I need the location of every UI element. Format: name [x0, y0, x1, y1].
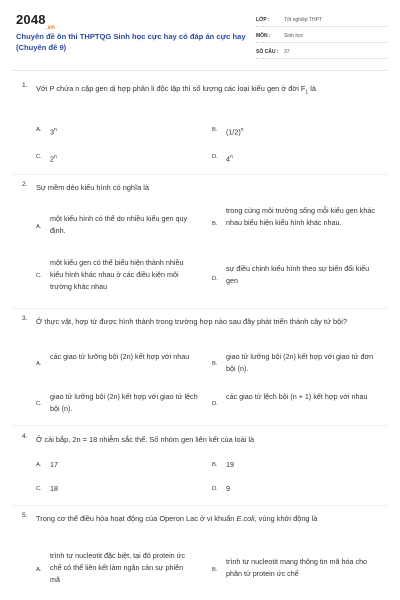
question-4	[22, 433, 382, 503]
option-letter: B.	[212, 221, 218, 227]
question-number: 1.	[22, 82, 28, 89]
document-title: Chuyên đề ôn thi THPTQG Sinh học cực hay có đáp án cực hay (Chuyên đề 9)	[16, 32, 246, 52]
question-2	[22, 181, 382, 301]
question-text-main: Với P chứa n cặp gen dị hợp phân li độc lập thì số lượng các loại kiểu gen ở đời F	[36, 84, 306, 93]
option-text: một kiểu hình có thể do nhiều kiểu gen quy định.	[50, 214, 188, 235]
option-text: trình tự nucleotit đặc biệt, tại đó protein ức chế có thể liên kết làm ngăn cản sự phiên mã	[50, 551, 186, 584]
question-text: Sự mềm dẻo kiểu hình có nghĩa là	[36, 183, 149, 192]
option-letter: A.	[36, 127, 42, 133]
option-text: trình tự nucleotit mang thông tin mã hóa cho phân tử protein ức chế	[226, 557, 368, 578]
option-letter: D.	[212, 401, 218, 407]
option-text: 19	[226, 460, 234, 469]
option-sup: n	[54, 127, 57, 133]
question-divider	[12, 174, 388, 175]
question-number: 4.	[22, 433, 28, 440]
site-logo[interactable]	[16, 12, 55, 30]
meta-label: SỐ CÂU :	[256, 49, 279, 55]
question-number: 3.	[22, 315, 28, 322]
option-text: trong cùng môi trường sống mỗi kiểu gen khác nhau biểu hiện kiểu hình khác nhau.	[226, 206, 375, 227]
meta-table	[256, 14, 388, 62]
question-text-end: , vùng khởi động là	[254, 514, 318, 523]
option-letter: A.	[36, 462, 42, 468]
question-text-italic: E.coli	[236, 514, 255, 523]
question-divider	[12, 308, 388, 309]
meta-value: Tốt nghiệp THPT	[284, 17, 322, 23]
meta-value: Sinh học	[284, 33, 304, 39]
option-text: một kiểu gen có thể biểu hiện thành nhiều kiểu hình khác nhau ở các điều kiện môi trường khác nhau	[50, 258, 184, 291]
option-text: 18	[50, 484, 58, 493]
question-divider	[12, 425, 388, 426]
option-sup: n	[230, 154, 233, 160]
question-number: 5.	[22, 512, 28, 519]
option-text	[226, 124, 376, 138]
option-base: 2	[50, 154, 54, 164]
option-base: 4	[226, 154, 230, 164]
meta-label: LỚP :	[256, 17, 270, 23]
question-subscript: 1	[305, 89, 309, 96]
logo-text: 2048	[16, 12, 46, 27]
meta-row-count	[256, 46, 388, 59]
option-letter: D.	[212, 486, 218, 492]
option-letter: C.	[36, 401, 42, 407]
meta-label: MÔN :	[256, 33, 271, 39]
option-text: 9	[226, 484, 230, 493]
option-text	[50, 124, 200, 138]
header-divider	[12, 70, 388, 71]
question-text: Ở thực vật, hợp tử được hình thành trong trường hợp nào sau đây phát triển thành cây tứ bội?	[36, 317, 347, 326]
option-letter: C.	[36, 273, 42, 279]
option-sup: n	[240, 127, 244, 133]
question-text-end: là	[308, 84, 317, 93]
option-base: 3	[50, 127, 54, 137]
question-text	[36, 82, 382, 99]
option-text: các giao tử lệch bội (n + 1) kết hợp với nhau	[226, 392, 368, 401]
option-text: các giao tử lưỡng bội (2n) kết hợp với nhau	[50, 352, 190, 361]
question-1	[22, 82, 382, 162]
question-number: 2.	[22, 181, 28, 188]
document-header	[0, 0, 400, 76]
option-letter: D.	[212, 154, 218, 160]
question-5	[22, 512, 382, 600]
option-text: giao tử lưỡng bội (2n) kết hợp với giao tử lệch bội (n).	[50, 392, 198, 413]
option-text: 17	[50, 460, 58, 469]
option-letter: C.	[36, 486, 42, 492]
option-letter: C.	[36, 154, 42, 160]
option-letter: B.	[212, 567, 218, 573]
option-sup: n	[54, 154, 57, 160]
meta-row-class	[256, 14, 388, 27]
option-text: giao tử lưỡng bội (2n) kết hợp với giao tử đơn bội (n).	[226, 352, 374, 373]
option-letter: A.	[36, 361, 42, 367]
option-text: sự điều chỉnh kiểu hình theo sự biến đổi kiểu gen	[226, 264, 370, 285]
question-divider	[12, 505, 388, 506]
option-letter: D.	[212, 276, 218, 282]
question-3	[22, 315, 382, 420]
option-letter: B.	[212, 127, 218, 133]
question-text	[36, 512, 382, 525]
meta-row-subject	[256, 30, 388, 43]
logo-suffix: .vn	[45, 24, 56, 31]
option-base: (1/2)	[226, 127, 241, 137]
question-text-main: Trong cơ thể điều hòa hoạt động của Operon Lac ở vi khuẩn	[36, 514, 237, 523]
option-letter: B.	[212, 462, 218, 468]
option-letter: B.	[212, 361, 218, 367]
meta-value: 37	[284, 49, 290, 55]
option-letter: A.	[36, 567, 42, 573]
option-text	[226, 151, 376, 165]
option-letter: A.	[36, 224, 42, 230]
option-text	[50, 151, 200, 165]
question-text: Ở cải bắp, 2n = 18 nhiễm sắc thể. Số nhóm gen liên kết của loài là	[36, 435, 255, 444]
